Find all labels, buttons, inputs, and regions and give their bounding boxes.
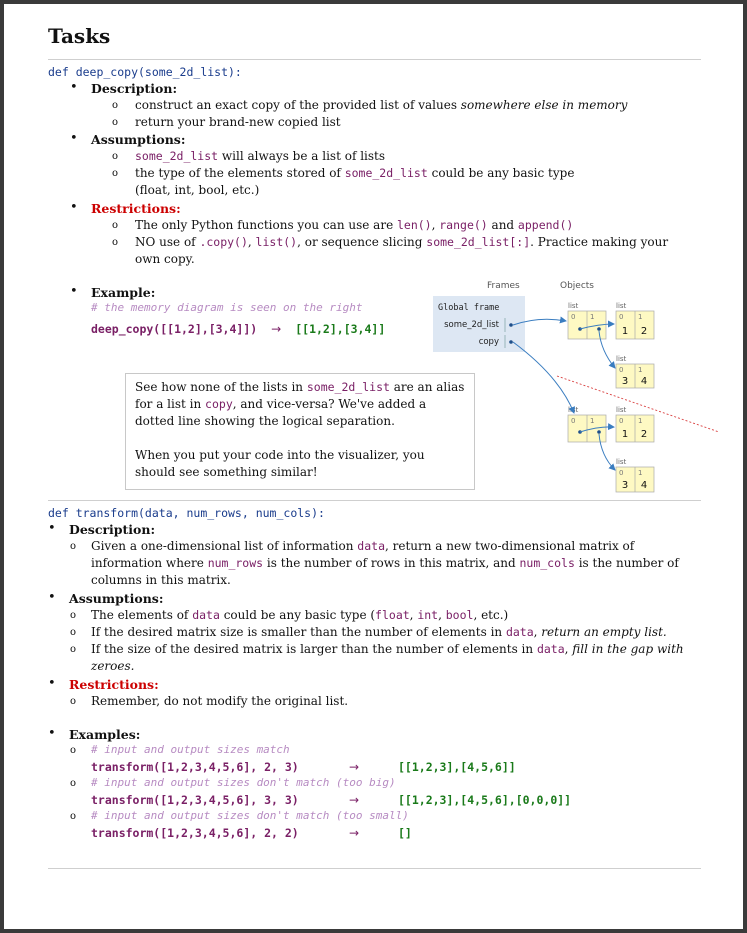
svg-text:3: 3 xyxy=(621,480,629,491)
svg-text:1: 1 xyxy=(638,469,643,477)
pointer-dot xyxy=(509,323,513,327)
svg-text:0: 0 xyxy=(619,469,624,477)
divider xyxy=(48,868,701,869)
page-title: Tasks xyxy=(48,24,111,48)
svg-text:4: 4 xyxy=(640,480,648,491)
example-call: transform([1,2,3,4,5,6], 3, 3) xyxy=(91,793,299,807)
deep-copy-assump-1: some_2d_list will always be a list of lists xyxy=(135,149,386,163)
transform-restr-1: Remember, do not modify the original list. xyxy=(91,694,349,708)
example-result: [[1,2,3],[4,5,6]] xyxy=(398,760,516,774)
deep-copy-desc-1: construct an exact copy of the provided list of values somewhere else in memory xyxy=(135,98,628,112)
svg-text:3: 3 xyxy=(621,376,629,387)
deep-copy-assump-2: the type of the elements stored of some_2d_list could be any basic type xyxy=(135,166,575,180)
svg-text:0: 0 xyxy=(571,417,576,425)
right-arrow-icon: → xyxy=(271,322,282,336)
circle-bullet-icon: o xyxy=(70,696,77,707)
circle-bullet-icon: o xyxy=(112,168,119,179)
circle-bullet-icon: o xyxy=(112,117,119,128)
deep-copy-restr-2: NO use of .copy(), list(), or sequence slicing some_2d_list[:]. Practice making your xyxy=(135,235,669,249)
svg-text:0: 0 xyxy=(571,313,576,321)
objects-label: Objects xyxy=(560,281,595,291)
svg-text:0: 0 xyxy=(619,313,624,321)
description-label: Description: xyxy=(91,81,178,96)
bullet-icon: • xyxy=(70,80,78,95)
example-result: [[1,2,3],[4,5,6],[0,0,0]] xyxy=(398,793,572,807)
divider xyxy=(48,59,701,60)
bullet-icon: • xyxy=(48,676,56,691)
svg-text:1: 1 xyxy=(590,313,595,321)
svg-text:1: 1 xyxy=(621,326,629,337)
bullet-icon: • xyxy=(70,131,78,146)
svg-text:1: 1 xyxy=(621,429,629,440)
svg-text:list: list xyxy=(616,355,627,363)
transform-signature: def transform(data, num_rows, num_cols): xyxy=(48,506,325,520)
deep-copy-restr-2-cont: own copy. xyxy=(135,252,195,266)
transform-assump-3: If the size of the desired matrix is larger than the number of elements in data, fill in the gap with xyxy=(91,642,684,656)
circle-bullet-icon: o xyxy=(70,644,77,655)
transform-assump-1: The elements of data could be any basic type (float, int, bool, etc.) xyxy=(91,608,509,622)
right-arrow-icon: → xyxy=(349,826,360,840)
bullet-icon: • xyxy=(70,200,78,215)
svg-text:list: list xyxy=(568,406,579,414)
svg-text:1: 1 xyxy=(638,313,643,321)
circle-bullet-icon: o xyxy=(112,237,119,248)
deep-copy-restr-1: The only Python functions you can use are len(), range() and append() xyxy=(135,218,574,232)
example-call: transform([1,2,3,4,5,6], 2, 3) xyxy=(91,760,299,774)
svg-text:4: 4 xyxy=(640,376,648,387)
list-label: list xyxy=(568,302,579,310)
bullet-icon: • xyxy=(48,726,56,741)
svg-text:1: 1 xyxy=(590,417,595,425)
var-copy: copy xyxy=(478,337,499,347)
circle-bullet-icon: o xyxy=(112,151,119,162)
example-call: transform([1,2,3,4,5,6], 2, 2) xyxy=(91,826,299,840)
example-comment: # input and output sizes don't match (too big) xyxy=(91,776,396,789)
transform-assump-2: If the desired matrix size is smaller than the number of elements in data, return an empty list. xyxy=(91,625,667,639)
circle-bullet-icon: o xyxy=(70,610,77,621)
document-page xyxy=(4,4,743,929)
svg-text:1: 1 xyxy=(638,417,643,425)
transform-desc-2: information where num_rows is the number of rows in this matrix, and num_cols is the number of xyxy=(91,556,679,570)
deep-copy-desc-2: return your brand-new copied list xyxy=(135,115,341,129)
svg-text:0: 0 xyxy=(619,366,624,374)
svg-text:1: 1 xyxy=(638,366,643,374)
example-line: deep_copy([[1,2],[3,4]]) → [[1,2],[3,4]] xyxy=(91,322,386,336)
svg-text:2: 2 xyxy=(640,326,648,337)
transform-assump-3-cont: zeroes. xyxy=(91,659,135,673)
example-comment: # input and output sizes don't match (too small) xyxy=(91,809,409,822)
deep-copy-signature: def deep_copy(some_2d_list): xyxy=(48,65,242,79)
transform-assumptions-label: Assumptions: xyxy=(69,591,164,606)
pointer-dot xyxy=(509,340,513,344)
svg-text:list: list xyxy=(616,302,627,310)
example-result: [] xyxy=(398,826,412,840)
divider xyxy=(48,500,701,501)
frames-label: Frames xyxy=(487,281,520,291)
transform-examples-label: Examples: xyxy=(69,727,141,742)
global-frame-label: Global frame xyxy=(438,303,500,313)
transform-desc-1: Given a one-dimensional list of information data, return a new two-dimensional matrix of xyxy=(91,539,635,553)
right-arrow-icon: → xyxy=(349,793,360,807)
circle-bullet-icon: o xyxy=(70,541,77,552)
circle-bullet-icon: o xyxy=(112,220,119,231)
arrow-icon xyxy=(513,342,574,413)
example-comment: # the memory diagram is seen on the right xyxy=(91,301,363,314)
transform-desc-3: columns in this matrix. xyxy=(91,573,231,587)
restrictions-label: Restrictions: xyxy=(91,201,181,216)
circle-bullet-icon: o xyxy=(70,745,77,756)
right-arrow-icon: → xyxy=(349,760,360,774)
transform-restrictions-label: Restrictions: xyxy=(69,677,159,692)
var-some-2d-list: some_2d_list xyxy=(444,320,499,330)
svg-text:list: list xyxy=(616,458,627,466)
bullet-icon: • xyxy=(70,284,78,299)
memory-diagram xyxy=(429,276,729,494)
example-label: Example: xyxy=(91,285,156,300)
circle-bullet-icon: o xyxy=(112,100,119,111)
deep-copy-assump-2-cont: (float, int, bool, etc.) xyxy=(135,183,260,197)
svg-text:0: 0 xyxy=(619,417,624,425)
circle-bullet-icon: o xyxy=(70,627,77,638)
assumptions-label: Assumptions: xyxy=(91,132,186,147)
circle-bullet-icon: o xyxy=(70,811,77,822)
bullet-icon: • xyxy=(48,590,56,605)
example-comment: # input and output sizes match xyxy=(91,743,290,756)
bullet-icon: • xyxy=(48,521,56,536)
circle-bullet-icon: o xyxy=(70,778,77,789)
transform-description-label: Description: xyxy=(69,522,156,537)
info-box: See how none of the lists in some_2d_list are an alias for a list in copy, and vice-versa? We've added a dotted line showing the logical separation. When you put your code into the visualizer, you should see something similar! xyxy=(125,373,475,490)
svg-text:2: 2 xyxy=(640,429,648,440)
svg-text:list: list xyxy=(616,406,627,414)
